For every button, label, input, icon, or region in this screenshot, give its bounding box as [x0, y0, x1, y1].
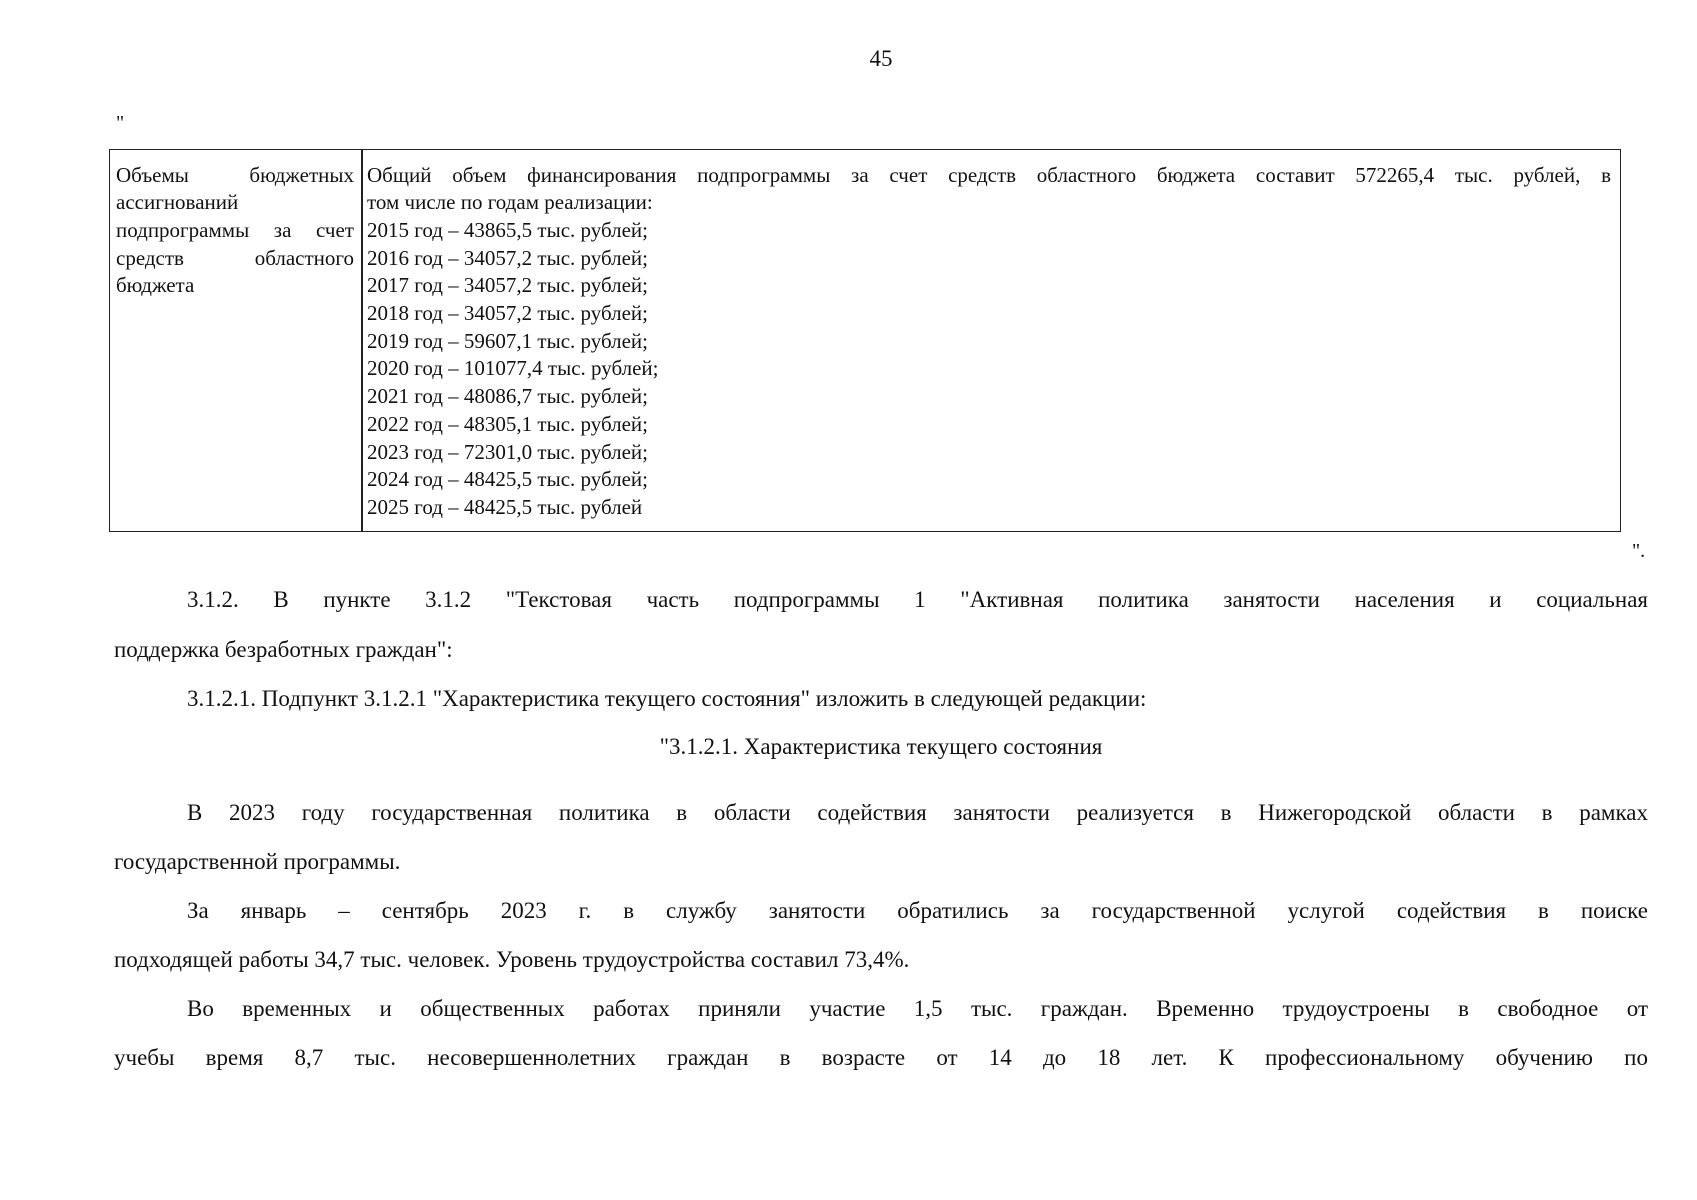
label-line: средств областного	[116, 246, 354, 270]
label-line: Объемы бюджетных	[116, 163, 354, 187]
value-line: том числе по годам реализации:	[367, 190, 653, 214]
budget-table	[109, 149, 1621, 532]
paragraph-line: 3.1.2. В пункте 3.1.2 "Текстовая часть подпрограммы 1 "Активная политика занятости населения и социальная	[187, 587, 1648, 612]
year-amount-line: 2020 год – 101077,4 тыс. рублей;	[367, 356, 659, 380]
paragraph-line: 3.1.2.1. Подпункт 3.1.2.1 "Характеристика текущего состояния" изложить в следующей редакции:	[187, 686, 1147, 711]
year-amount-line: 2022 год – 48305,1 тыс. рублей;	[367, 412, 649, 436]
label-line: подпрограммы за счет	[116, 218, 354, 242]
paragraph-line: государственной программы.	[114, 849, 401, 874]
year-amount-line: 2016 год – 34057,2 тыс. рублей;	[367, 246, 649, 270]
page-number: 45	[869, 46, 893, 71]
year-amount-line: 2024 год – 48425,5 тыс. рублей;	[367, 467, 649, 491]
paragraph-line: учебы время 8,7 тыс. несовершеннолетних граждан в возрасте от 14 до 18 лет. К профессиональному обучению по	[114, 1045, 1648, 1070]
year-amount-line: 2021 год – 48086,7 тыс. рублей;	[367, 384, 649, 408]
year-amount-line: 2025 год – 48425,5 тыс. рублей	[367, 495, 643, 519]
year-amount-line: 2017 год – 34057,2 тыс. рублей;	[367, 273, 649, 297]
year-amount-line: 2018 год – 34057,2 тыс. рублей;	[367, 301, 649, 325]
paragraph-line: Во временных и общественных работах приняли участие 1,5 тыс. граждан. Временно трудоустроены в свободное от	[187, 996, 1648, 1021]
value-line: Общий объем финансирования подпрограммы за счет средств областного бюджета составит 572265,4 тыс. рублей, в	[367, 163, 1611, 187]
paragraph-line: подходящей работы 34,7 тыс. человек. Уровень трудоустройства составил 73,4%.	[114, 947, 910, 972]
paragraph-line: В 2023 году государственная политика в области содействия занятости реализуется в Нижегородской области в рамках	[187, 800, 1648, 825]
label-line: бюджета	[116, 273, 195, 297]
paragraph-line: За январь – сентябрь 2023 г. в службу занятости обратились за государственной услугой содействия в поиске	[187, 898, 1648, 923]
label-line: ассигнований	[116, 190, 239, 214]
section-heading: "3.1.2.1. Характеристика текущего состояния	[659, 734, 1103, 759]
opening-quote: "	[116, 112, 125, 134]
column-divider	[361, 150, 363, 531]
year-amount-line: 2019 год – 59607,1 тыс. рублей;	[367, 329, 649, 353]
paragraph-line: поддержка безработных граждан":	[114, 637, 453, 662]
year-amount-line: 2023 год – 72301,0 тыс. рублей;	[367, 440, 649, 464]
closing-quote: ".	[1632, 540, 1646, 562]
year-amount-line: 2015 год – 43865,5 тыс. рублей;	[367, 218, 649, 242]
